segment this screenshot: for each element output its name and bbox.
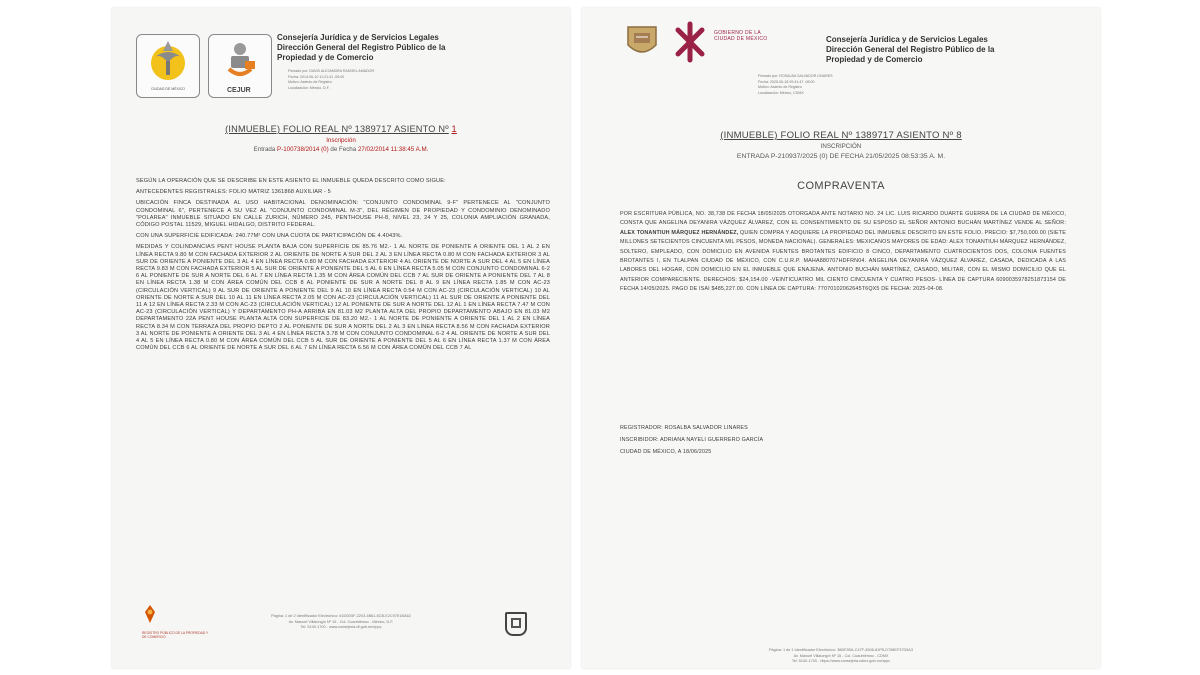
left-inscripcion: Inscripción (326, 137, 356, 144)
paragraph: ANTECEDENTES REGISTRALES: FOLIO MATRIZ 1361868 AUXILIAR - 5 (136, 189, 331, 196)
logo-caption: CIUDAD DE MÉXICO (150, 87, 186, 91)
cejur-label: CEJUR (227, 87, 251, 94)
paragraph: UBICACIÓN FINCA DESTINADA AL USO HABITACIONAL DENOMINACIÓN: "CONJUNTO CONDOMINAL 9-F" PERTENECE AL "CONJUNTO CONDOMINAL 6", PERTENECE A SU VEZ AL "CONJUNTO CONDOMINAL M-3", DEL RÉGIMEN DE PROPIEDAD Y CONDOMINIO DENOMINADO "POLAREA" INMUEBLE SITUADO EN CALLE ZURICH, NÚMERO 245, PENTHOUSE PH-8, NIVEL 23, 24 Y 25, COLONIA AMPLIACIÓN GRANADA, CÓDIGO POSTAL 11529, MIGUEL HIDALGO, DISTRITO FEDERAL. (136, 200, 550, 229)
left-footer: Página: 1 de 2 Identificador Electrónico: 61D0D5F-2203-4B61-6CB-E2C97E1BA62 Av. Manuel Villalongín Nº 15 - Col. Cuauhtémoc - México, D.F. Tel. 5140-1700 - www.consejeria.df.gob.mx/rppc (271, 614, 411, 629)
gov-logo-text: GOBIERNO DE LA CIUDAD DE MÉXICO (714, 30, 768, 42)
paragraph: POR ESCRITURA PÚBLICA, NO. 38,738 DE FECHA 18/05/2025 OTORGADA ANTE NOTARIO NO. 24 LIC. LUIS RICARDO DUARTE GUERRA DE LA CIUDAD DE MÉXICO, CONSTA QUE ANGELINA DEYANIRA VÁZQUEZ ÁLVAREZ, CON EL CONSENTIMIENTO DE SU ESPOSO EL SEÑOR ANTONIO BUCHÁN MARTÍNEZ VENDE AL SEÑOR: ALEX TONANTIUH MÁRQUEZ HERNÁNDEZ, QUIEN COMPRA Y ADQUIERE LA PROPIEDAD DEL INMUEBLE DESCRITO EN ESTE FOLIO. PRECIO: $7,750,000.00 (SIETE MILLONES SETECIENTOS CINCUENTA MIL PESOS, MONEDA NACIONAL). GENERALES: MEXICANOS MAYORES DE EDAD: ALEX TONANTIUH MÁRQUEZ HERNÁNDEZ, SOLTERO, EMPLEADO, CON DOMICILIO EN AVENIDA FUENTES BROTANTES EDIFICIO 8 CINCO, DEPARTAMENTO CUATROCIENTOS DOS, COLONIA FUENTES BROTANTES I, EN TLALPAN CIUDAD DE MÉXICO, CON C.U.R.P. MAHA880707HDFRN04. ANGELINA DEYANIRA VÁZQUEZ ÁLVAREZ, CASADA, DEDICADA A LAS LABORES DEL HOGAR, CON DOMICILIO EN EL INMUEBLE QUE ENAJENA. ANTONIO BUCHÁN MARTÍNEZ, CASADO, MILITAR, CON EL MISMO DOMICILIO QUE EL ANTERIOR COMPARECIENTE. DERECHOS: $24,154.00 -VEINTICUATRO MIL CIENTO CINCUENTA Y CUATRO PESOS- LÍNEA DE CAPTURA 6090035978251873154 DE FECHA 14/05/2025. PAGO DE ISAI $485,227.00. CON LÍNEA DE CAPTURA: 77070102062645T6QX5 DE FECHA: 2025-04-08. (620, 211, 1066, 293)
cdmx-logo (136, 34, 200, 98)
left-signature-meta: Firmado por: DAVID ALEJANDRA RANGEL AMADOR Fecha: 2014-06-10 11:21:41 -05:00 Motivo: Asiento de Registro Localización: México, D.F. (288, 69, 375, 90)
right-inscripcion: INSCRIPCIÓN (820, 143, 862, 150)
coat-of-arms-icon (626, 25, 658, 59)
document-page-right (582, 8, 1100, 668)
qr-code-icon (505, 612, 527, 636)
rppc-logo-caption: REGISTRO PÚBLICO DE LA PROPIEDAD Y DE COMERCIO (142, 631, 209, 639)
right-entrada: ENTRADA P-210937/2025 (0) DE FECHA 21/05/2025 08:53:35 A. M. (736, 153, 946, 160)
right-signature-meta: Firmado por: ROSALBA SALVADOR LINARES Fecha: 2025-06-18 09:41:47 -06:00 Motivo: Asiento de Registro Localización: México, CDMX (758, 74, 833, 95)
left-body (136, 178, 550, 356)
right-registrars (620, 422, 1066, 458)
paragraph: CON UNA SUPERFICIE EDIFICADA: 240.77M² CON UNA CUOTA DE PARTICIPACIÓN DE 4.4043%. (136, 233, 403, 240)
cdmx-emblem-icon (668, 20, 712, 64)
registrador-line: REGISTRADOR: ROSALBA SALVADOR LINARES (620, 425, 748, 431)
cejur-emblem-icon (209, 35, 271, 87)
left-folio-title: (INMUEBLE) FOLIO REAL Nº 1389717 ASIENTO Nº 1 (225, 124, 457, 134)
left-header: Consejería Jurídica y de Servicios Legales Dirección General del Registro Público de la Propiedad y de Comercio (277, 33, 446, 62)
right-folio-title: (INMUEBLE) FOLIO REAL Nº 1389717 ASIENTO Nº 8 (720, 130, 962, 141)
document-page-left (112, 8, 570, 668)
paragraph: SEGÚN LA OPERACIÓN QUE SE DESCRIBE EN ESTE ASIENTO EL INMUEBLE QUEDA DESCRITO COMO SIGUE: (136, 178, 446, 184)
left-entrada: Entrada P-100738/2014 (0) de Fecha 27/02/2014 11:38:45 A.M. (253, 146, 429, 153)
cejur-logo (208, 34, 272, 98)
right-act-title: COMPRAVENTA (797, 180, 885, 192)
inscriptor-line: INSCRIBIDOR: ADRIANA NAYELI GUERRERO GARCÍA (620, 437, 764, 443)
right-header: Consejería Jurídica y de Servicios Legales Dirección General del Registro Público de la Propiedad y de Comercio (826, 35, 995, 64)
city-date-line: CIUDAD DE MÉXICO, A 18/06/2025 (620, 449, 712, 455)
cdmx-gov-logo (668, 20, 712, 64)
right-footer: Página: 1 de 1 Identificador Electrónico: 36BF2BA-C47F-4506-81FB-D758EF37D5A3 Av. Manuel Villalongín Nº 15 - Col. Cuauhtémoc - CDMX Tel. 5140-1700 - https://www.consejeria.cdmx.gob.mx/rppc (769, 648, 913, 663)
paragraph: MEDIDAS Y COLINDANCIAS PENT HOUSE PLANTA BAJA CON SUPERFICIE DE 85.76 M2.- 1 AL NORTE DE PONIENTE A ORIENTE DEL 1 AL 2 EN LÍNEA RECTA 9.80 M CON FACHADA EXTERIOR 2 AL ORIENTE DE NORTE A SUR DEL 2 AL 3 EN LÍNEA RECTA 0.80 M CON FACHADA EXTERIOR 3 AL SUR DE ORIENTE A PONIENTE DEL 3 AL 4 EN LÍNEA RECTA 0.80 M CON FACHADA EXTERIOR 4 AL ORIENTE DE NORTE A SUR DEL 4 AL 5 EN LÍNEA RECTA 9.83 M CON FACHADA EXTERIOR 5 AL SUR DE ORIENTE A PONIENTE DEL 5 AL 6 EN LÍNEA RECTA 5.05 M CON CONJUNTO CONDOMINAL 6-2 6 AL PONIENTE DE SUR A NORTE DEL 6 AL 7 EN LÍNEA RECTA 1.35 M CON ÁREA COMÚN DEL CCB 7 AL SUR DE ORIENTE A PONIENTE DEL 7 AL 8 EN LÍNEA RECTA 1.38 M CON ÁREA COMÚN DEL CCB 8 AL PONIENTE DE SUR A NORTE DEL 8 AL 9 EN LÍNEA RECTA 1.85 M CON AC-23 (CIRCULACIÓN VERTICAL) 9 AL SUR DE ORIENTE A PONIENTE DEL 9 AL 10 EN LÍNEA RECTA 0.54 M CON AC-23 (CIRCULACIÓN VERTICAL) 10 AL ORIENTE DE NORTE A SUR DEL 10 AL 11 EN LÍNEA RECTA 2.05 M CON AC-23 (CIRCULACIÓN VERTICAL) 11 AL SUR DE ORIENTE A PONIENTE DEL 11 A 12 EN LÍNEA RECTA 2.33 M CON AC-23 (CIRCULACIÓN VERTICAL) 12 AL PONIENTE DE SUR A NORTE DEL 12 AL 1 EN LÍNEA RECTA 7.47 M CON AC-23 (CIRCULACIÓN VERTICAL) Y DEPARTAMENTO PH-A ARRIBA EN 81.03 M2 PLANTA ALTA DEL PROPIO DEPARTAMENTO ABAJO EN 81.03 M2 DEPARTAMENTO 22A PENT HOUSE PLANTA ALTA CON SUPERFICIE DE 83.20 M2.- 1 AL NORTE DE PONIENTE A ORIENTE DEL 1 AL 2 EN LÍNEA RECTA 8.34 M CON TERRAZA DEL PROPIO DEPTO 2 AL PONIENTE DE SUR A NORTE DEL 2 AL 3 EN LÍNEA RECTA 8.56 M CON FACHADA EXTERIOR 3 AL NORTE DE PONIENTE A ORIENTE DEL 3 AL 4 EN LÍNEA RECTA 3.78 M CON CONJUNTO CONDOMINAL 6-2 4 AL ORIENTE DE NORTE A SUR DEL 4 AL 5 EN LÍNEA RECTA 0.80 M CON ÁREA COMÚN DEL CCB 5 AL SUR DE ORIENTE A PONIENTE DEL 5 AL 6 EN LÍNEA RECTA 1.37 M CON ÁREA COMÚN DEL CCB 6 AL ORIENTE DE NORTE A SUR DEL 6 AL 7 EN LÍNEA RECTA 6.56 M CON ÁREA COMÚN DEL CCB 7 AL (136, 244, 550, 352)
right-body (620, 210, 1066, 300)
